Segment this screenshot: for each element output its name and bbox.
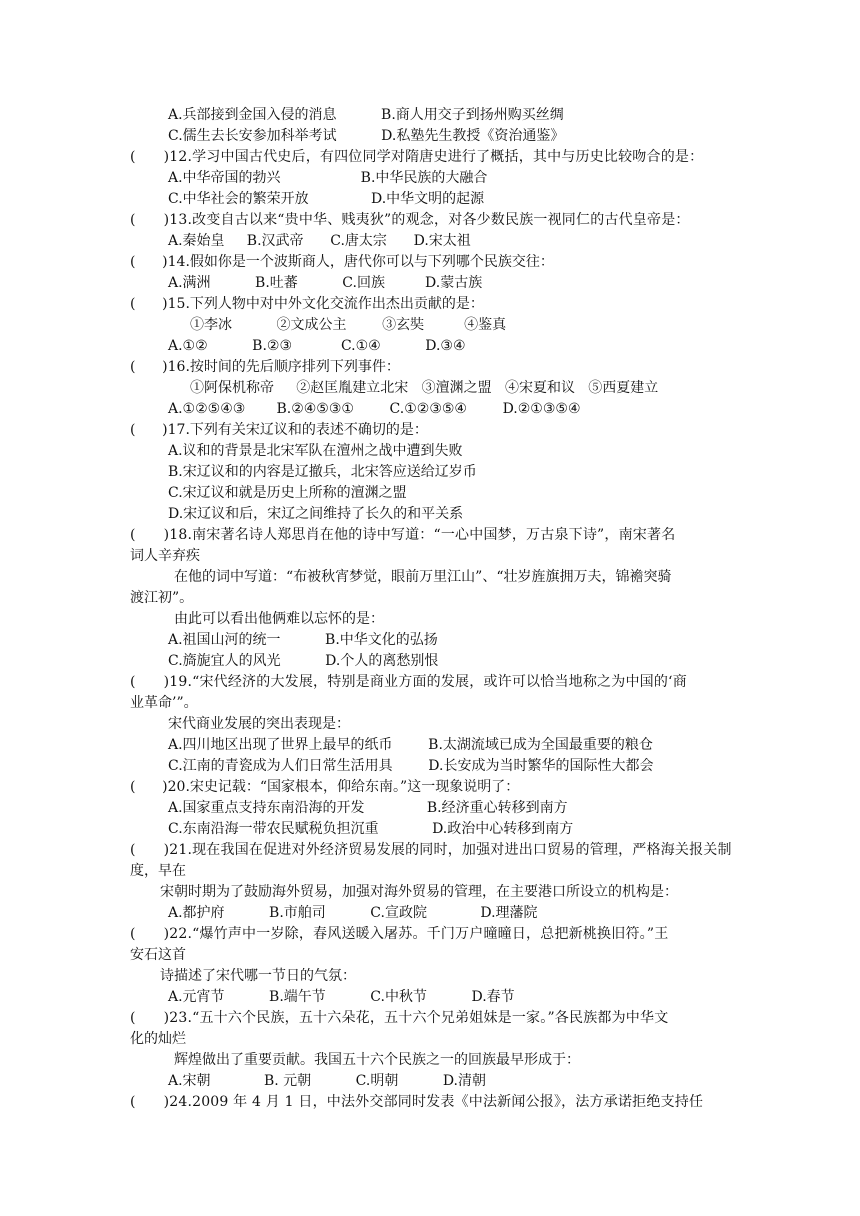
option-line: C.江南的青瓷成为人们日常生活用具 D.长安成为当时繁华的国际性大都会 (168, 758, 654, 774)
option-line: A.兵部接到金国入侵的消息 B.商人用交子到扬州购买丝绸 (168, 107, 564, 123)
option-line: A.元宵节 B.端午节 C.中秋节 D.春节 (168, 989, 515, 1005)
option-line: A.国家重点支持东南沿海的开发 B.经济重心转移到南方 (168, 800, 568, 816)
option-line: C.中华社会的繁荣开放 D.中华文明的起源 (168, 191, 485, 207)
question-continuation: 由此可以看出他俩难以忘怀的是： (174, 611, 384, 627)
question-16: ( )16.按时间的先后顺序排列下列事件： (130, 359, 400, 375)
option-line: B.宋辽议和的内容是辽撤兵，北宋答应送给辽岁币 (168, 464, 477, 480)
question-24: ( )24.2009 年 4 月 1 日，中法外交部同时发表《中法新闻公报》，法方承诺拒绝支持任 (130, 1094, 704, 1110)
option-line: A.中华帝国的勃兴 B.中华民族的大融合 (168, 170, 488, 186)
question-continuation: 业革命’”。 (130, 695, 198, 711)
question-continuation: 辉煌做出了重要贡献。我国五十六个民族之一的回族最早形成于： (174, 1052, 580, 1068)
item-list: ①阿保机称帝 ②赵匡胤建立北宋 ③澶渊之盟 ④宋夏和议 ⑤西夏建立 (190, 380, 659, 396)
question-continuation: 渡江初”。 (130, 590, 194, 606)
option-line: A.议和的背景是北宋军队在澶州之战中遭到失败 (168, 443, 463, 459)
question-continuation: 度，早在 (130, 863, 186, 879)
question-continuation: 词人辛弃疾 (130, 548, 200, 564)
question-continuation: 化的灿烂 (130, 1031, 186, 1047)
option-line: C.东南沿海一带农民赋税负担沉重 D.政治中心转移到南方 (168, 821, 574, 837)
question-22: ( )22.“爆竹声中一岁除，春风送暖入屠苏。千门万户曈曈日，总把新桃换旧符。”王 (130, 926, 669, 942)
option-line: A.四川地区出现了世界上最早的纸币 B.太湖流域已成为全国最重要的粮仓 (168, 737, 653, 753)
option-line: A.都护府 B.市舶司 C.宣政院 D.理藩院 (168, 905, 538, 921)
question-continuation: 在他的词中写道：“布被秋宵梦觉，眼前万里江山”、“壮岁旌旗拥万夫，锦襜突骑 (174, 569, 672, 585)
option-line: A.秦始皇 B.汉武帝 C.唐太宗 D.宋太祖 (168, 233, 471, 249)
option-line: A.①② B.②③ C.①④ D.③④ (168, 338, 466, 354)
question-14: ( )14.假如你是一个波斯商人，唐代你可以与下列哪个民族交往： (130, 254, 554, 270)
option-line: A.宋朝 B. 元朝 C.明朝 D.清朝 (168, 1073, 486, 1089)
option-line: C.旖旎宜人的风光 D.个人的离愁别恨 (168, 653, 439, 669)
option-line: C.宋辽议和就是历史上所称的澶渊之盟 (168, 485, 407, 501)
question-13: ( )13.改变自古以来“贵中华、贱夷狄”的观念，对各少数民族一视同仁的古代皇帝是： (130, 212, 690, 228)
option-line: A.祖国山河的统一 B.中华文化的弘扬 (168, 632, 438, 648)
question-continuation: 诗描述了宋代哪一节日的气氛： (160, 968, 356, 984)
question-23: ( )23.“五十六个民族，五十六朵花，五十六个兄弟姐妹是一家。”各民族都为中华文 (130, 1010, 669, 1026)
option-line: A.满洲 B.吐蕃 C.回族 D.蒙古族 (168, 275, 483, 291)
question-17: ( )17.下列有关宋辽议和的表述不确切的是： (130, 422, 428, 438)
question-20: ( )20.宋史记载：“国家根本，仰给东南。”这一现象说明了： (130, 779, 520, 795)
item-list: ①李冰 ②文成公主 ③玄奘 ④鉴真 (190, 317, 507, 333)
option-line: C.儒生去长安参加科举考试 D.私塾先生教授《资治通鉴》 (168, 128, 565, 144)
question-21: ( )21.现在我国在促进对外经济贸易发展的同时，加强对进出口贸易的管理，严格海关报关制 (130, 842, 732, 858)
question-continuation: 宋朝时期为了鼓励海外贸易，加强对海外贸易的管理，在主要港口所设立的机构是： (160, 884, 678, 900)
question-18: ( )18.南宋著名诗人郑思肖在他的诗中写道：“一心中国梦，万古泉下诗”，南宋著名 (130, 527, 676, 543)
question-continuation: 宋代商业发展的突出表现是： (168, 716, 350, 732)
option-line: D.宋辽议和后，宋辽之间维持了长久的和平关系 (168, 506, 464, 522)
question-15: ( )15.下列人物中对中外文化交流作出杰出贡献的是： (130, 296, 484, 312)
question-19: ( )19.“宋代经济的大发展，特别是商业方面的发展，或许可以恰当地称之为中国的‘商 (130, 674, 687, 690)
question-12: ( )12.学习中国古代史后，有四位同学对隋唐史进行了概括，其中与历史比较吻合的是： (130, 149, 704, 165)
question-continuation: 安石这首 (130, 947, 186, 963)
option-line: A.①②⑤④③ B.②④⑤③① C.①②③⑤④ D.②①③⑤④ (168, 401, 581, 417)
